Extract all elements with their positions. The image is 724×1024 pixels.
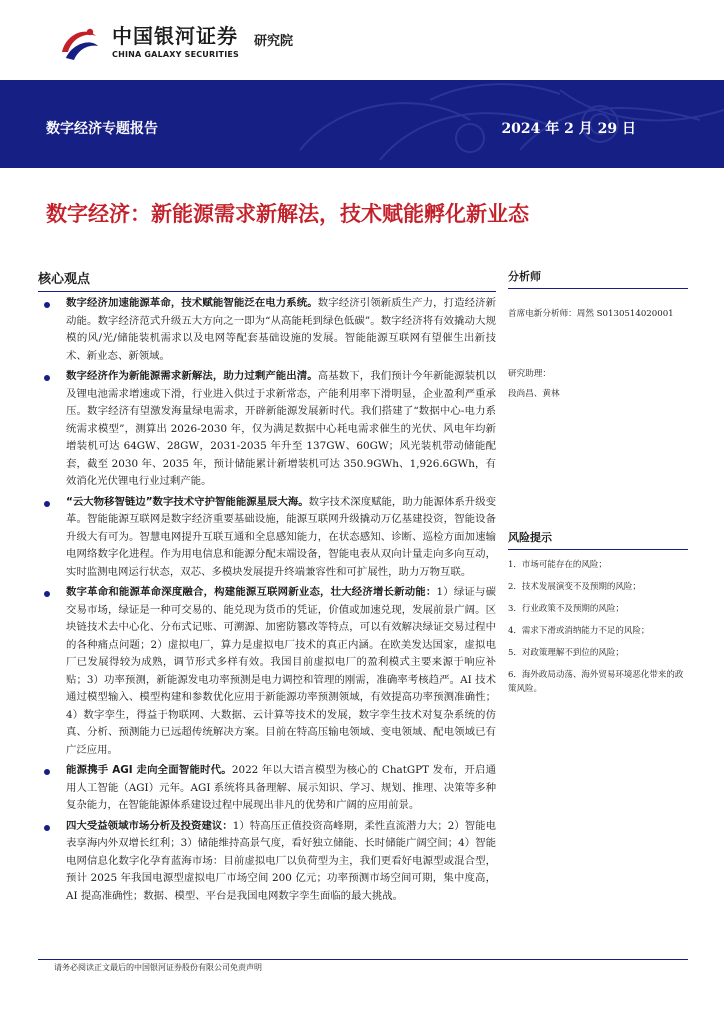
core-view-lead: 数字革命和能源革命深度融合，构建能源互联网新业态，壮大经济增长新动能： [66, 586, 437, 598]
core-view-item [38, 295, 496, 365]
core-views-heading: 核心观点 [38, 268, 496, 292]
report-title: 数字经济：新能源需求新解法，技术赋能孵化新业态 [46, 201, 529, 226]
report-date: 2024 年 2 月 29 日 [501, 121, 636, 137]
core-view-item [38, 368, 496, 491]
core-view-item [38, 818, 496, 906]
core-view-body: 高基数下，我们预计今年新能源装机以及锂电池需求增速或下滑，行业进入供过于求新常态，产能利用率下滑明显，企业盈利严重承压。数字经济有望激发海量绿电需求，开辟新能源发展新时代。我们搭建了“数据中心-电力系统需求模型”，测算出 2026-2030 年，仅为满足数据中心耗电需求催生的光伏、风电年均新增装机可达 64GW、28GW，2031-2035 年升至 137GW、60GW；风光装机带动储能配套，截至 2030 年、2035 年，预计储能累计新增装机可达 350.9GWh、1,926.6GWh，有效消化光伏锂电行业过剩产能。 [66, 370, 496, 487]
core-view-item [38, 584, 496, 759]
risk-item: 6．海外政局动荡、海外贸易环境恶化带来的政策风险。 [508, 670, 684, 694]
core-view-item [38, 494, 496, 582]
core-views-list [38, 295, 496, 905]
risk-heading: 风险提示 [508, 529, 688, 550]
core-views-section [38, 268, 496, 905]
risk-item: 4．需求下滑或消纳能力不足的风险； [508, 626, 650, 636]
core-view-lead: 能源携手 AGI 走向全面智能时代。 [66, 764, 232, 776]
core-view-lead: 数字经济作为新能源需求新解法，助力过剩产能出清。 [66, 370, 318, 382]
core-view-body: 2022 年以大语言模型为核心的 ChatGPT 发布，开启通用人工智能（AGI）元年。AGI 系统将具备理解、展示知识、学习、规划、推理、决策等多种复杂能力，在智能能源体系建设过程中展现出非凡的优势和广阔的应用前景。 [66, 764, 496, 811]
risk-item: 5．对政策理解不到位的风险； [508, 648, 624, 658]
page-header [0, 0, 724, 80]
risk-item: 1．市场可能存在的风险； [508, 560, 607, 570]
core-view-lead: 数字经济加速能源革命，技术赋能智能泛在电力系统。 [66, 297, 318, 309]
brand-name-cn: 中国银河证券 [112, 24, 238, 48]
disclaimer-footer: 请务必阅读正文最后的中国银河证券股份有限公司免责声明 [54, 963, 262, 972]
brand-name-en: CHINA GALAXY SECURITIES [112, 50, 239, 59]
footer-divider [38, 959, 688, 960]
brand-institute: 研究院 [254, 34, 294, 49]
report-type: 数字经济专题报告 [46, 121, 158, 137]
analyst-heading: 分析师 [508, 268, 688, 289]
assistant-names: 段尚昌、黄林 [508, 389, 560, 399]
core-view-lead: 四大受益领域市场分析及投资建议： [66, 819, 233, 832]
galaxy-logo-icon [56, 22, 100, 66]
report-banner [0, 80, 724, 168]
chief-analyst: 首席电新分析师：周然 S0130514020001 [508, 309, 674, 319]
core-view-body: 1）特高压正值投资高峰期，柔性直流潜力大；2）智能电表享海内外双增长红利；3）储能维持高景气度，看好独立储能、长时储能广阔空间；4）智能电网信息化数字化孕育蓝海市场：目前虚拟电厂以负荷型为主，我们更看好电源型或混合型，预计 2025 年我国电源型虚拟电厂市场空间 200 亿元；功率预测市场空间可期，集中度高，AI 提高准确性；数据、模型、平台是我国电网数字孪生面临的最大挑战。 [66, 819, 496, 902]
assistant-label: 研究助理： [508, 369, 551, 379]
sidebar [508, 268, 688, 696]
risk-list [508, 558, 688, 696]
core-view-lead: “云大物移智链边”数字技术守护智能能源星辰大海。 [66, 495, 309, 508]
core-view-body: 1）绿证与碳交易市场，绿证是一种可交易的、能兑现为货币的凭证，价值或加速兑现，发展前景广阔。区块链技术去中心化、分布式记账、可溯源、加密防篡改等特点，可以有效解决绿证交易过程中的各种痛点问题；2）虚拟电厂，算力是虚拟电厂技术的真正内涵。在欧美发达国家，虚拟电厂已发展得较为成熟，调节形式多样有效。我国目前虚拟电厂的盈利模式主要来源于响应补贴；3）功率预测，新能源发电功率预测是电力调控和管理的刚需，准确率考核趋严。AI 技术通过模型输入、模型构建和参数优化应用于新能源功率预测领域，有效提高功率预测准确性；4）数字孪生，得益于物联网、大数据、云计算等技术的发展，数字孪生技术对复杂系统的仿真、分析、预测能力已远超传统解决方案。目前在特高压输电领域、变电领域、配电领域已有广泛应用。 [66, 586, 496, 756]
core-view-body: 数字经济引领新质生产力，打造经济新动能。数字经济范式升级五大方向之一即为“从高能耗到绿色低碳”。数字经济将有效撬动大规模的风/光/储能装机需求以及电网等配套基础设施的发展。智能能源互联网有望催生出新技术、新业态、新领域。 [66, 297, 496, 362]
core-view-item [38, 762, 496, 815]
core-view-body: 数字技术深度赋能，助力能源体系升级变革。智能能源互联网是数字经济重要基础设施，能源互联网升级撬动万亿基建投资，智能设备升级大有可为。智慧电网提升互联互通和全息感知能力，在状态感知、诊断、巡检方面加速输电网络数字化进程。作为用电信息和能源分配末端设备，智能电表从双向计量走向多向互动，实时监测电网运行状态，双芯、多模块发展提升终端兼容性和可扩展性，助力万物互联。 [66, 495, 496, 578]
risk-item: 2．技术发展演变不及预期的风险； [508, 582, 641, 592]
risk-item: 3．行业政策不及预期的风险； [508, 604, 624, 614]
